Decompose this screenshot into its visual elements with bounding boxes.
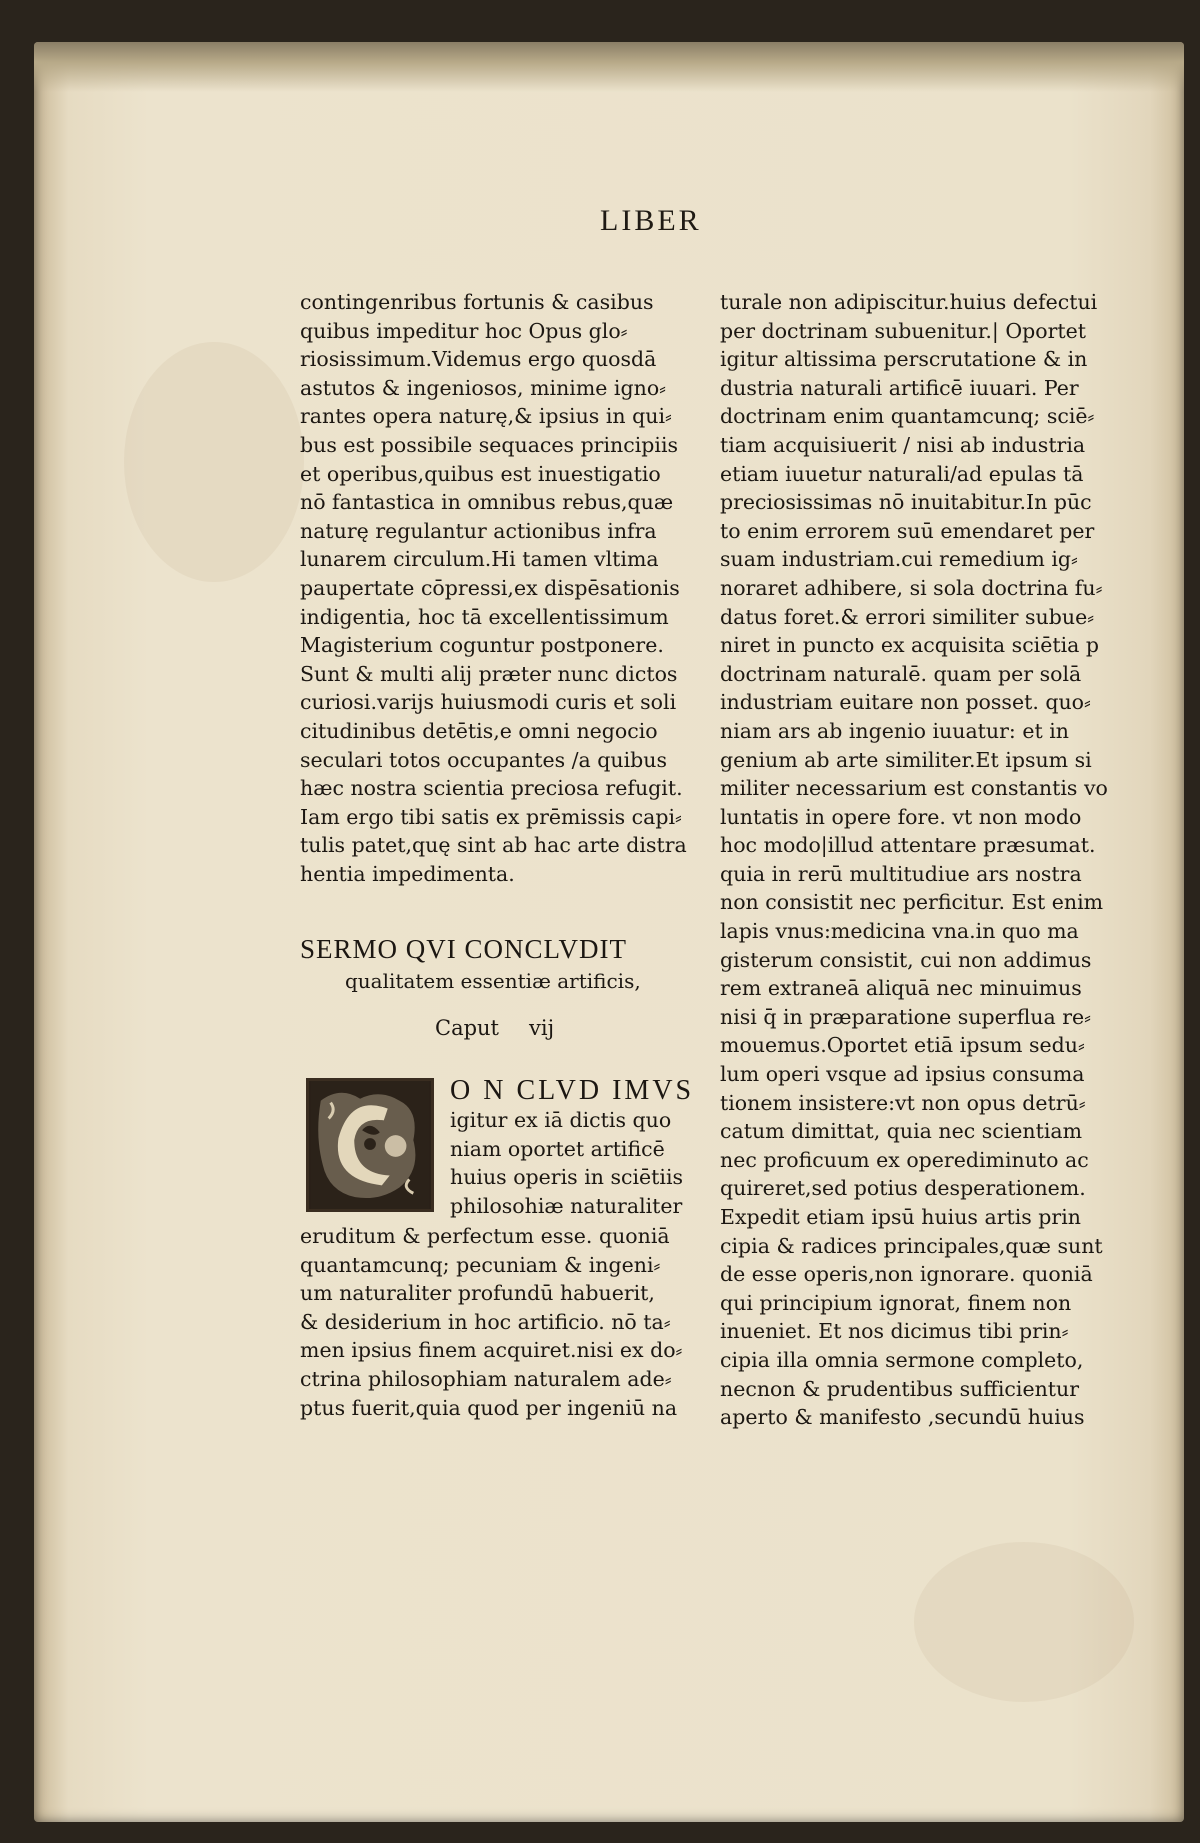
text-line: contingenribus fortunis & casibus <box>300 290 654 314</box>
text-line: doctrinam naturalē. quam per solā <box>720 661 1082 686</box>
text-line: quia in rerū multitudiue ars nostra <box>720 861 1082 886</box>
text-line: philosohiæ naturaliter <box>450 1193 683 1218</box>
text-line: militer necessarium est constantis vo <box>720 776 1108 801</box>
text-line: lunarem circulum.Hi tamen vltima <box>300 547 659 572</box>
text-line: et operibus,quibus est inuestigatio <box>300 461 661 486</box>
text-line: suam industriam.cui remedium ig⸗ <box>720 547 1078 572</box>
text-line: quireret,sed potius desperationem. <box>720 1176 1086 1201</box>
sermo-heading <box>300 932 720 996</box>
text-line: lum operi vsque ad ipsius consuma <box>720 1062 1085 1087</box>
text-line: quibus impeditur hoc Opus glo⸗ <box>300 318 628 343</box>
text-line: nec proficuum ex operediminuto ac <box>720 1147 1089 1172</box>
text-line: seculari totos occupantes /a quibus <box>300 747 668 772</box>
text-line: niam oportet artificē <box>450 1136 665 1161</box>
text-line: per doctrinam subuenitur.| Oportet <box>720 318 1087 343</box>
text-line: igitur altissima perscrutatione & in <box>720 347 1088 372</box>
text-line: cipia illa omnia sermone completo, <box>720 1347 1084 1372</box>
text-line: nō fantastica in omnibus rebus,quæ <box>300 490 674 515</box>
text-line: aperto & manifesto ,secundū huius <box>720 1405 1085 1430</box>
text-line: lapis vnus:medicina vna.in quo ma <box>720 919 1079 944</box>
text-line: tulis patet,quę sint ab hac arte distra <box>300 833 687 858</box>
text-line: indigentia, hoc tā excellentissimum <box>300 604 669 629</box>
text-line: riosissimum.Videmus ergo quosdā <box>300 347 657 372</box>
text-line: noraret adhibere, si sola doctrina fu⸗ <box>720 575 1103 600</box>
text-line: Magisterium coguntur postponere. <box>300 633 664 658</box>
text-line: niam ars ab ingenio iuuatur: et in <box>720 718 1069 743</box>
text-line: curiosi.varijs huiusmodi curis et soli <box>300 690 677 715</box>
text-line: inueniet. Et nos dicimus tibi prin⸗ <box>720 1319 1069 1344</box>
dropcap-text <box>450 1076 694 1220</box>
paper-stain <box>124 342 304 582</box>
text-line: astutos & ingeniosos, minime igno⸗ <box>300 375 666 400</box>
text-line: Expedit etiam ipsū huius artis prin <box>720 1205 1081 1229</box>
heading-line-1: SERMO QVI CONCLVDIT <box>300 934 628 964</box>
text-line: datus foret.& errori similiter subue⸗ <box>720 604 1095 629</box>
text-line: niret in puncto ex acquisita sciētia p <box>720 633 1100 658</box>
text-line: citudinibus detētis,e omni negocio <box>300 718 658 743</box>
text-line: huius operis in sciētiis <box>450 1165 684 1190</box>
chapter-heading <box>435 1016 554 1040</box>
text-line: nisi q̄ in præparatione superflua re⸗ <box>720 1004 1091 1029</box>
text-line: um naturaliter profundū habuerit, <box>300 1281 655 1306</box>
text-line: ptus fuerit,quia quod per ingeniū na <box>300 1395 678 1420</box>
text-line: hentia impedimenta. <box>300 861 515 886</box>
text-line: igitur ex iā dictis quo <box>450 1108 672 1132</box>
text-line: bus est possibile sequaces principiis <box>300 432 679 457</box>
text-line: hæc nostra scientia preciosa refugit. <box>300 776 683 801</box>
text-line: mouemus.Oportet etiā ipsum sedu⸗ <box>720 1033 1085 1058</box>
dropcap-lines <box>450 1106 694 1220</box>
decorated-initial-c <box>306 1078 434 1212</box>
text-line: tionem insistere:vt non opus detrū⸗ <box>720 1090 1086 1115</box>
running-head: LIBER <box>600 204 702 237</box>
text-line: gisterum consistit, cui non addimus <box>720 947 1092 972</box>
heading-line-2: qualitatem essentiæ artificis, <box>345 969 641 993</box>
text-line: ctrina philosophiam naturalem ade⸗ <box>300 1366 672 1391</box>
text-line: rantes opera naturę,& ipsius in qui⸗ <box>300 404 672 429</box>
right-column-text <box>720 288 1120 1432</box>
text-line: dustria naturali artificē iuuari. Per <box>720 375 1079 400</box>
text-line: paupertate cōpressi,ex dispēsationis <box>300 575 680 600</box>
chapter-label: Caput <box>435 1016 499 1040</box>
text-line: preciosissimas nō inuitabitur.In pūc <box>720 490 1092 515</box>
text-line: industriam euitare non posset. quo⸗ <box>720 690 1091 715</box>
text-line: doctrinam enim quantamcunq; sciē⸗ <box>720 404 1095 429</box>
text-line: Sunt & multi alij præter nunc dictos <box>300 661 678 686</box>
text-line: tiam acquisiuerit / nisi ab industria <box>720 432 1086 457</box>
text-line: non consistit nec perficitur. Est enim <box>720 890 1104 915</box>
paper-stain <box>914 1542 1134 1702</box>
text-line: turale non adipiscitur.huius defectui <box>720 290 1098 314</box>
text-line: qui principium ignorat, finem non <box>720 1290 1072 1315</box>
text-line: & desiderium in hoc artificio. nō ta⸗ <box>300 1309 671 1334</box>
text-line: eruditum & perfectum esse. quoniā <box>300 1224 670 1248</box>
text-line: quantamcunq; pecuniam & ingeni⸗ <box>300 1252 661 1277</box>
dropcap-first-line: O N CLVD IMVS <box>450 1075 695 1106</box>
text-line: luntatis in opere fore. vt non modo <box>720 804 1082 829</box>
left-column-text <box>300 288 700 888</box>
text-line: hoc modo|illud attentare præsumat. <box>720 833 1096 858</box>
text-line: cipia & radices principales,quæ sunt <box>720 1233 1103 1258</box>
text-line: etiam iuuetur naturali/ad epulas tā <box>720 461 1084 486</box>
text-line: genium ab arte similiter.Et ipsum si <box>720 747 1092 772</box>
text-line: to enim errorem suū emendaret per <box>720 518 1095 543</box>
text-line: catum dimittat, quia nec scientiam <box>720 1119 1083 1144</box>
ornamental-letter-c-icon <box>309 1081 431 1209</box>
chapter-number: vij <box>529 1016 555 1040</box>
chapter-body-text <box>300 1222 682 1422</box>
text-line: necnon & prudentibus sufficientur <box>720 1376 1080 1401</box>
text-line: de esse operis,non ignorare. quoniā <box>720 1262 1093 1287</box>
text-line: rem extraneā aliquā nec minuimus <box>720 976 1082 1001</box>
text-line: men ipsius finem acquiret.nisi ex do⸗ <box>300 1338 683 1363</box>
text-line: Iam ergo tibi satis ex prēmissis capi⸗ <box>300 804 682 829</box>
text-line: naturę regulantur actionibus infra <box>300 518 657 543</box>
